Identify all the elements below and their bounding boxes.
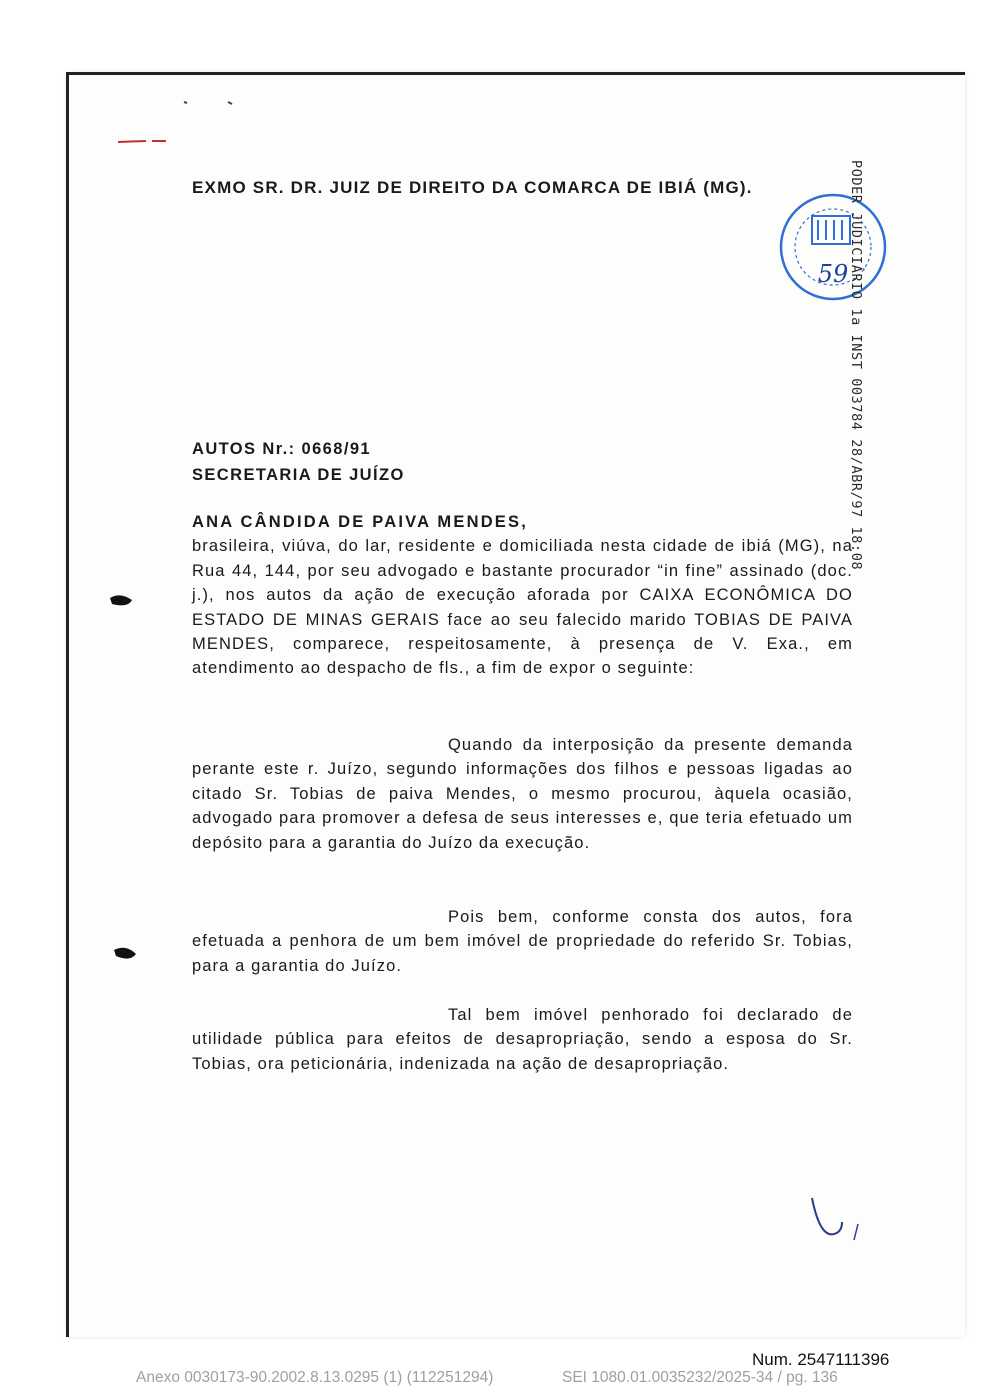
annex-reference: Anexo 0030173-90.2002.8.13.0295 (1) (112251294) <box>136 1369 494 1386</box>
protocol-stamp: PODER JUDICIÁRIO 1a INST 003784 28/ABR/97 18:08 <box>848 160 864 571</box>
paragraph-intro-text: brasileira, viúva, do lar, residente e domiciliada nesta cidade de ibiá (MG), na Rua 44, 144, por seu advogado e bastante procurador “in fine” assinado (doc. j.), nos autos da ação de execução aforada por CAIXA ECONÔMICA DO ESTADO DE MINAS GERAIS face ao seu falecido marido TOBIAS DE PAIVA MENDES, comparece, respeitosamente, à presença de V. Exa., em atendimento ao despacho de fls., a fim de expor o seguinte: <box>192 537 853 678</box>
paragraph-4: Tal bem imóvel penhorado foi declarado de utilidade pública para efeitos de desapropriação, sendo a esposa do Sr. Tobias, ora peticionária, indenizada na ação de desapropriação. <box>192 1006 853 1073</box>
petitioner-name: ANA CÂNDIDA DE PAIVA MENDES, <box>192 513 529 531</box>
document-number: Num. 2547111396 <box>752 1350 890 1369</box>
court-seal-icon <box>776 190 890 304</box>
punch-hole-mark <box>110 942 140 968</box>
case-info <box>192 436 405 488</box>
signature-mark <box>806 1190 866 1250</box>
case-number: AUTOS Nr.: 0668/91 <box>192 440 371 458</box>
petition-heading: EXMO SR. DR. JUIZ DE DIREITO DA COMARCA DE IBIÁ (MG). <box>192 178 753 197</box>
seal-number: 59 <box>817 260 849 288</box>
paragraph-2: Quando da interposição da presente demanda perante este r. Juízo, segundo informações dos filhos e pessoas ligadas ao citado Sr. Tobias de paiva Mendes, o mesmo procurou, àquela ocasião, advogado para promover a defesa de seus interesses e, que teria efetuado um depósito para a garantia do Juízo da execução. <box>192 736 853 852</box>
paragraph-intro <box>192 510 853 681</box>
paragraph-3: Pois bem, conforme consta dos autos, fora efetuada a penhora de um bem imóvel de propriedade do referido Sr. Tobias, para a garantia do Juízo. <box>192 908 853 975</box>
sei-reference: SEI 1080.01.0035232/2025-34 / pg. 136 <box>562 1369 838 1386</box>
punch-hole-mark <box>106 590 136 612</box>
scan-dashes <box>88 90 258 160</box>
case-office: SECRETARIA DE JUÍZO <box>192 466 405 484</box>
